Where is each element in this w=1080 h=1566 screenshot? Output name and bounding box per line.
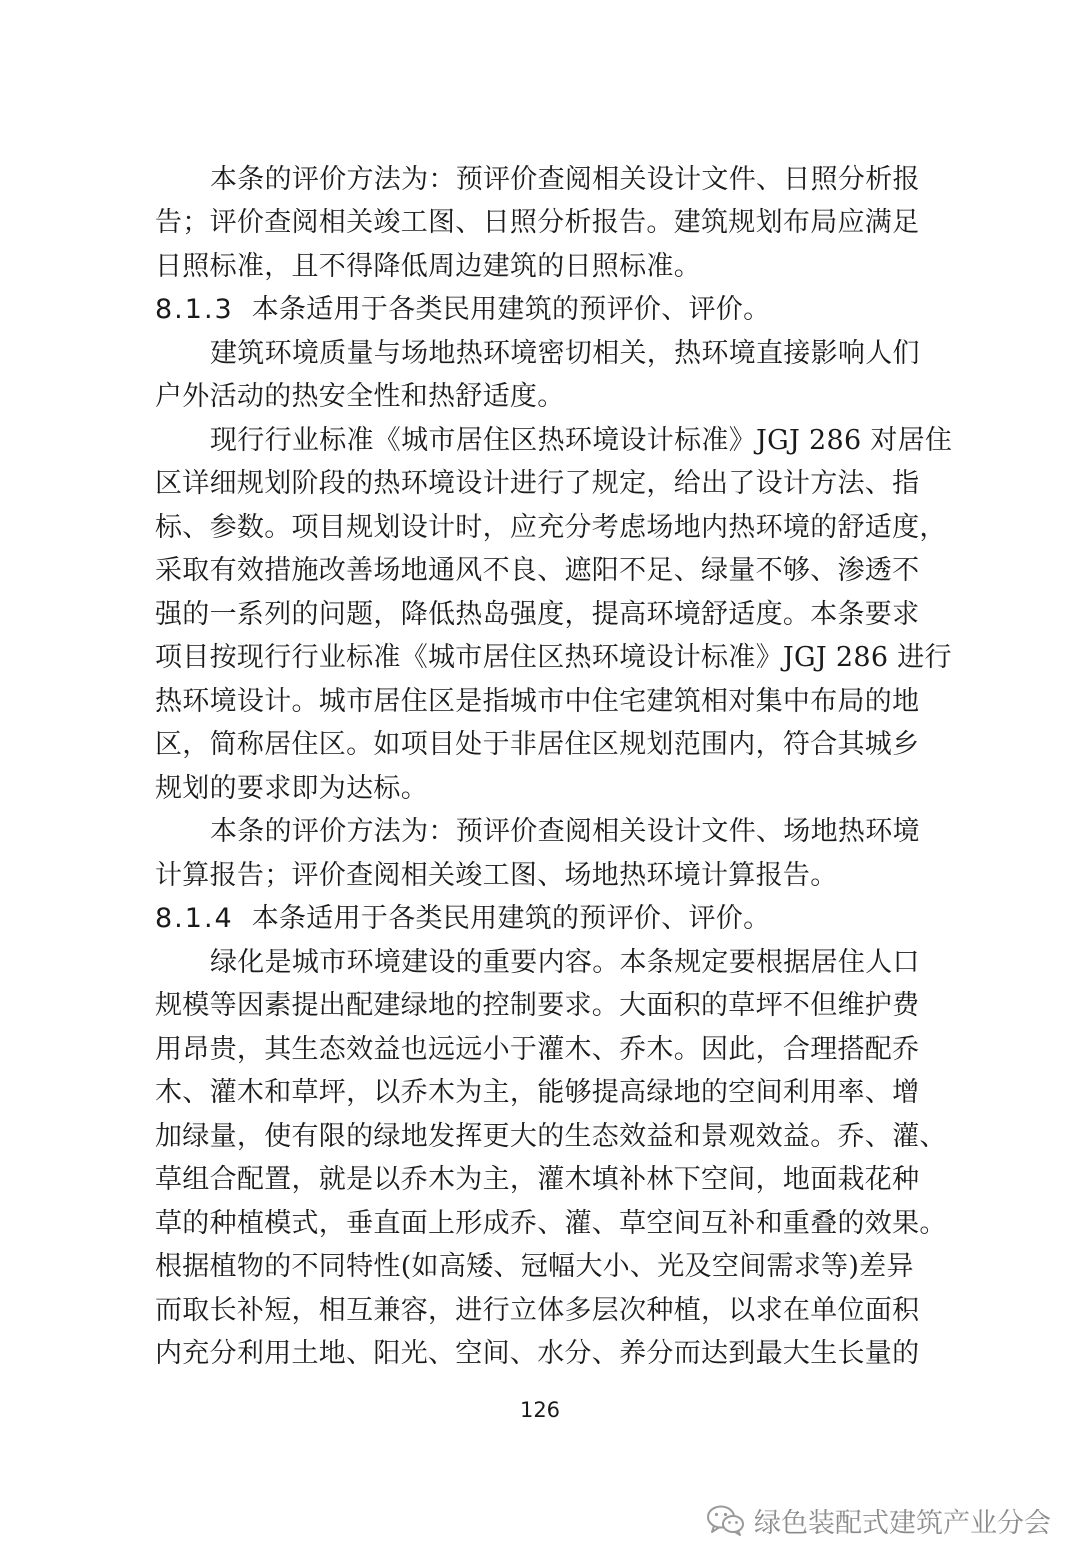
text-line: 区详细规划阶段的热环境设计进行了规定，给出了设计方法、指 (155, 468, 920, 499)
text-line: 计算报告；评价查阅相关竣工图、场地热环境计算报告。 (155, 860, 838, 891)
clause-text: 本条适用于各类民用建筑的预评价、评价。 (251, 294, 771, 325)
text-line: 强的一系列的问题，降低热岛强度，提高环境舒适度。本条要求 (155, 599, 920, 630)
text-line: 加绿量，使有限的绿地发挥更大的生态效益和景观效益。乔、灌、 (155, 1121, 947, 1152)
text-line: 根据植物的不同特性(如高矮、冠幅大小、光及空间需求等)差异 (155, 1251, 914, 1282)
clause-heading (155, 288, 770, 331)
text-line: 日照标准，且不得降低周边建筑的日照标准。 (155, 251, 701, 282)
text-line: 热环境设计。城市居住区是指城市中住宅建筑相对集中布局的地 (155, 686, 920, 717)
text-line: 草组合配置，就是以乔木为主，灌木填补林下空间，地面栽花种 (155, 1164, 920, 1195)
watermark-text: 绿色装配式建筑产业分会 (754, 1507, 1051, 1539)
page-number: 126 (519, 1398, 561, 1422)
text-line: 项目按现行行业标准《城市居住区热环境设计标准》JGJ 286 进行 (155, 642, 952, 673)
text-line: 户外活动的热安全性和热舒适度。 (155, 381, 565, 412)
text-line: 草的种植模式，垂直面上形成乔、灌、草空间互补和重叠的效果。 (155, 1208, 947, 1239)
text-line: 本条的评价方法为：预评价查阅相关设计文件、日照分析报 (210, 164, 920, 195)
text-line: 绿化是城市环境建设的重要内容。本条规定要根据居住人口 (210, 947, 920, 978)
text-line: 采取有效措施改善场地通风不良、遮阳不足、绿量不够、渗透不 (155, 555, 920, 586)
clause-number: 8.1.3 (155, 294, 234, 325)
text-line: 建筑环境质量与场地热环境密切相关，热环境直接影响人们 (210, 338, 920, 369)
text-line: 内充分利用土地、阳光、空间、水分、养分而达到最大生长量的 (155, 1338, 920, 1369)
text-line: 规模等因素提出配建绿地的控制要求。大面积的草坪不但维护费 (155, 990, 920, 1021)
text-line: 现行行业标准《城市居住区热环境设计标准》JGJ 286 对居住 (210, 425, 953, 456)
text-line: 规划的要求即为达标。 (155, 773, 428, 804)
clause-text: 本条适用于各类民用建筑的预评价、评价。 (251, 903, 771, 934)
watermark (706, 1498, 1051, 1542)
text-line: 告；评价查阅相关竣工图、日照分析报告。建筑规划布局应满足 (155, 207, 920, 238)
text-line: 用昂贵，其生态效益也远远小于灌木、乔木。因此，合理搭配乔 (155, 1034, 920, 1065)
clause-number: 8.1.4 (155, 903, 234, 934)
text-line: 而取长补短，相互兼容，进行立体多层次种植，以求在单位面积 (155, 1295, 920, 1326)
clause-heading (155, 897, 770, 940)
text-line: 本条的评价方法为：预评价查阅相关设计文件、场地热环境 (210, 816, 920, 847)
text-line: 区，简称居住区。如项目处于非居住区规划范围内，符合其城乡 (155, 729, 920, 760)
text-line: 木、灌木和草坪，以乔木为主，能够提高绿地的空间利用率、增 (155, 1077, 920, 1108)
wechat-icon (706, 1503, 746, 1537)
text-line: 标、参数。项目规划设计时，应充分考虑场地内热环境的舒适度， (155, 512, 947, 543)
